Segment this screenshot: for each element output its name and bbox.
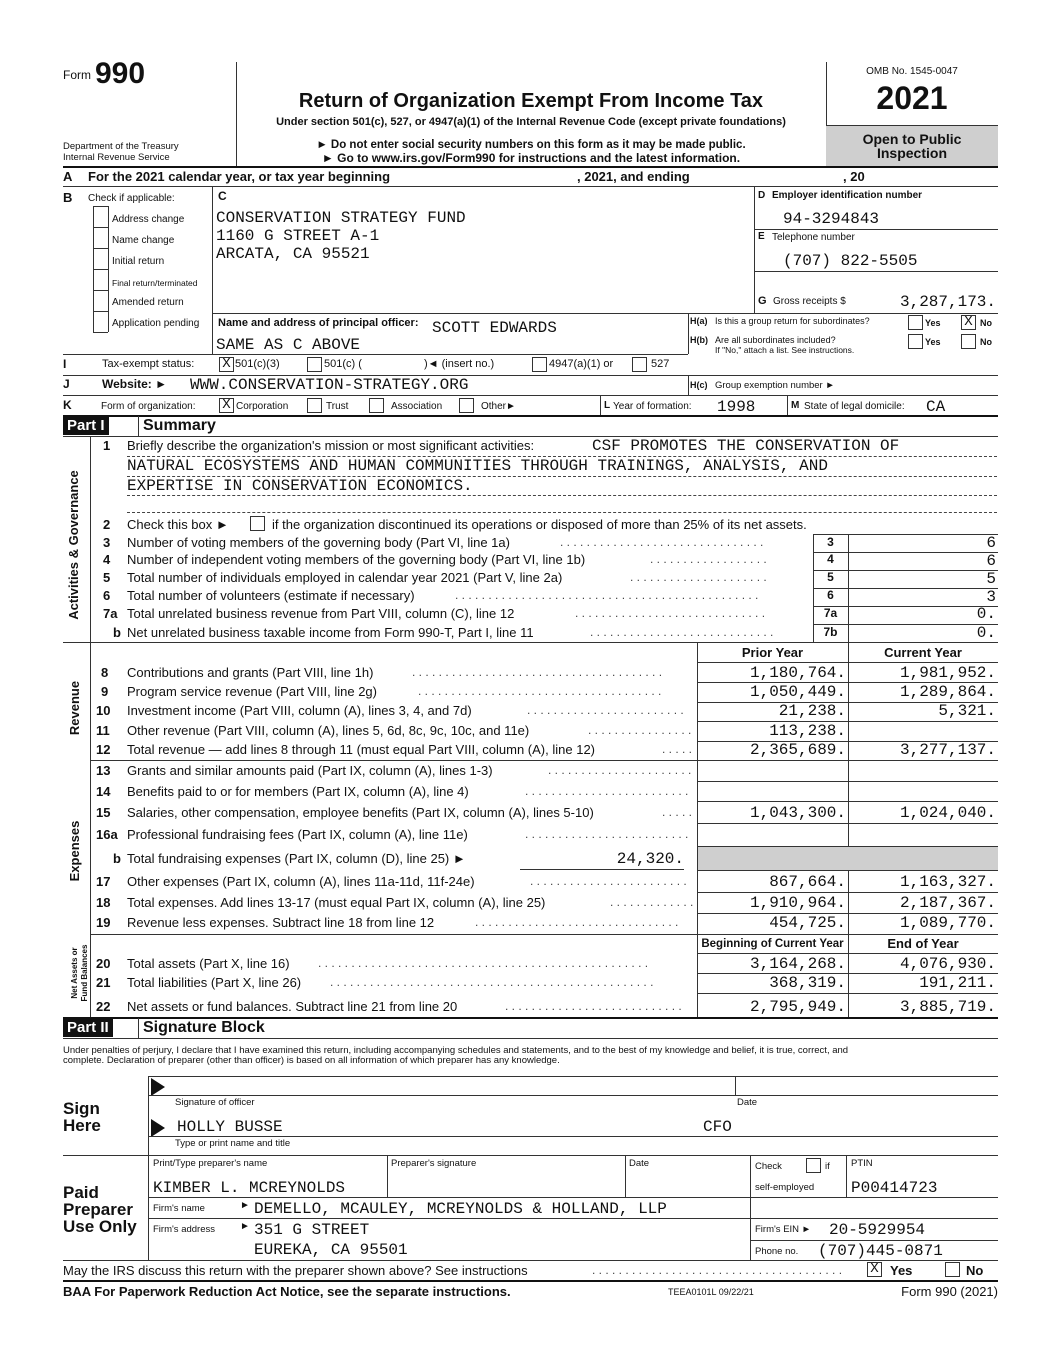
line17-num: 17 — [96, 874, 111, 889]
sign-date-label: Date — [737, 1097, 758, 1108]
line8-current: 1,981,952. — [899, 664, 996, 682]
officer-name: HOLLY BUSSE — [177, 1118, 283, 1136]
line-i-label: I — [63, 357, 67, 371]
year-formation-title: Year of formation: — [613, 401, 692, 412]
telephone-value: (707) 822-5505 — [783, 252, 918, 270]
section-d-label: D — [758, 190, 766, 201]
line10-prior: 21,238. — [778, 702, 846, 720]
section-g-label: G — [758, 295, 767, 307]
line16a-num: 16a — [96, 827, 118, 842]
gross-receipts-value: 3,287,173. — [899, 293, 996, 311]
check-label: Check — [755, 1161, 782, 1172]
hb-yes-checkbox[interactable] — [908, 334, 923, 349]
line7a-leader: . . . . . . . . . . . . . . . . . . . . . . . . . . . . . — [575, 606, 766, 620]
line22-end: 3,885,719. — [899, 998, 996, 1016]
line4-box: 4 — [827, 552, 834, 566]
firm-address-arrow-icon: ► — [240, 1221, 250, 1232]
line9-prior: 1,050,449. — [749, 683, 846, 701]
line7b-value: 0. — [976, 624, 996, 642]
preparer-signature-label: Preparer's signature — [391, 1158, 477, 1169]
line7b-leader: . . . . . . . . . . . . . . . . . . . . . . . . . . . . — [590, 625, 774, 639]
line3-value: 6 — [986, 534, 996, 552]
ptin-value: P00414723 — [851, 1179, 938, 1197]
line18-num: 18 — [96, 895, 111, 910]
discuss-leader: . . . . . . . . . . . . . . . . . . . . . . . . . . . . . . . . . . . . . . — [592, 1263, 843, 1277]
line14-leader: . . . . . . . . . . . . . . . . . . . . . . . . . — [525, 784, 689, 798]
hb-text: Are all subordinates included? — [715, 335, 836, 345]
check-if-applicable: Check if applicable: — [88, 193, 175, 204]
line11-text: Other revenue (Part VIII, column (A), lines 5, 6d, 8c, 9c, 10c, and 11e) — [127, 723, 530, 738]
line13-num: 13 — [96, 763, 111, 778]
4947-label: 4947(a)(1) or — [549, 358, 614, 370]
527-label: 527 — [651, 358, 670, 370]
line15-num: 15 — [96, 805, 111, 820]
line3-box: 3 — [827, 535, 834, 549]
line16b-num: b — [113, 851, 121, 866]
part2-label: Part II — [63, 1019, 113, 1037]
line6-text: Total number of volunteers (estimate if necessary) — [127, 588, 415, 603]
line3-leader: . . . . . . . . . . . . . . . . . . . . . . . . . . . . . . . — [560, 535, 764, 549]
hb-label: H(b) — [690, 335, 708, 345]
hc-label: H(c) — [690, 380, 708, 390]
line7b-text: Net unrelated business taxable income from Form 990-T, Part I, line 11 — [127, 625, 534, 640]
discuss-no-label: No — [966, 1263, 984, 1278]
amended-return-option: Amended return — [112, 297, 184, 308]
line11-leader: . . . . . . . . . . . . . . . . — [588, 723, 692, 737]
line11-prior: 113,238. — [769, 722, 846, 740]
footer-baa: BAA For Paperwork Reduction Act Notice, see the separate instructions. — [63, 1284, 511, 1299]
sign-label: Sign — [63, 1099, 100, 1118]
line2-num: 2 — [103, 517, 111, 532]
section-f-label: Name and address of principal officer: — [218, 317, 419, 329]
line22-num: 22 — [96, 999, 111, 1014]
line17-text: Other expenses (Part IX, column (A), lines 11a-11d, 11f-24e) — [127, 874, 475, 889]
hb-no-label: No — [980, 337, 992, 347]
line15-leader: . . . . . — [662, 805, 693, 819]
line10-text: Investment income (Part VIII, column (A), lines 3, 4, and 7d) — [127, 703, 472, 718]
preparer-phone: (707)445-0871 — [818, 1242, 943, 1260]
telephone-title: Telephone number — [772, 232, 855, 243]
use-only-label: Use Only — [63, 1217, 137, 1236]
line5-text: Total number of individuals employed in calendar year 2021 (Part V, line 2a) — [127, 570, 563, 585]
501c-checkbox[interactable] — [307, 357, 322, 372]
line20-end: 4,076,930. — [899, 955, 996, 973]
line7a-num: 7a — [103, 606, 118, 621]
line20-leader: . . . . . . . . . . . . . . . . . . . . . . . . . . . . . . . . . . . . . . . . . . . . . . . . . . — [318, 956, 649, 970]
line18-current: 2,187,367. — [899, 894, 996, 912]
line20-num: 20 — [96, 956, 111, 971]
signature-of-officer-label: Signature of officer — [175, 1097, 255, 1108]
line9-text: Program service revenue (Part VIII, line 2g) — [127, 684, 377, 699]
discuss-no-checkbox[interactable] — [945, 1262, 960, 1277]
line-a-label: A — [63, 169, 73, 184]
side-expenses: Expenses — [67, 820, 82, 882]
ein-value: 94-3294843 — [783, 210, 880, 228]
line9-num: 9 — [101, 684, 109, 699]
line2-text: Check this box ► — [127, 517, 229, 532]
discuss-yes-checkbox[interactable]: X — [867, 1262, 882, 1277]
side-activities-governance: Activities & Governance — [66, 470, 81, 620]
other-checkbox[interactable] — [459, 398, 474, 413]
line16a-text: Professional fundraising fees (Part IX, column (A), line 11e) — [127, 827, 468, 842]
line5-num: 5 — [103, 570, 111, 585]
org-address-line2: ARCATA, CA 95521 — [216, 245, 370, 263]
col-end-year: End of Year — [887, 936, 959, 951]
trust-checkbox[interactable] — [307, 398, 322, 413]
form-word: Form — [63, 68, 91, 82]
line22-leader: . . . . . . . . . . . . . . . . . . . . . . . . . . . — [505, 999, 682, 1013]
firm-name-arrow-icon: ► — [240, 1200, 250, 1211]
dept-treasury: Department of the Treasury — [63, 141, 179, 152]
firm-name: DEMELLO, MCAULEY, MCREYNOLDS & HOLLAND, LLP — [254, 1200, 667, 1218]
website-value: WWW.CONSERVATION-STRATEGY.ORG — [190, 376, 469, 394]
organization-name: CONSERVATION STRATEGY FUND — [216, 209, 466, 227]
website-title: Website: ► — [102, 377, 167, 391]
name-arrow-icon — [151, 1119, 165, 1137]
open-to-public: Open to Public — [862, 131, 962, 147]
ha-yes-label: Yes — [925, 318, 941, 328]
line21-num: 21 — [96, 975, 111, 990]
paid-label: Paid — [63, 1183, 99, 1202]
line21-begin: 368,319. — [769, 974, 846, 992]
line12-leader: . . . . . — [662, 742, 693, 756]
line22-text: Net assets or fund balances. Subtract line 21 from line 20 — [127, 999, 458, 1014]
line3-num: 3 — [103, 535, 111, 550]
line6-value: 3 — [986, 588, 996, 606]
line8-num: 8 — [101, 665, 109, 680]
line15-prior: 1,043,300. — [749, 804, 846, 822]
line6-box: 6 — [827, 588, 834, 602]
line10-current: 5,321. — [938, 702, 996, 720]
line14-text: Benefits paid to or for members (Part IX, column (A), line 4) — [127, 784, 469, 799]
preparer-name-label: Print/Type preparer's name — [153, 1158, 268, 1169]
ha-text: Is this a group return for subordinates? — [715, 316, 870, 326]
501c3-label: 501(c)(3) — [235, 358, 280, 370]
line10-leader: . . . . . . . . . . . . . . . . . . . . . . . . — [527, 703, 684, 717]
part1-title: Summary — [143, 417, 216, 434]
line3-text: Number of voting members of the governing body (Part VI, line 1a) — [127, 535, 510, 550]
line-a-end: , 20 — [843, 169, 865, 184]
firm-address-line2: EUREKA, CA 95501 — [254, 1241, 408, 1259]
mission-line3: EXPERTISE IN CONSERVATION ECONOMICS. — [127, 477, 473, 495]
line14-num: 14 — [96, 784, 111, 799]
preparer-name: KIMBER L. MCREYNOLDS — [153, 1179, 346, 1197]
line19-prior: 454,725. — [769, 914, 846, 932]
line4-text: Number of independent voting members of the governing body (Part VI, line 1b) — [127, 552, 586, 567]
tax-year: 2021 — [876, 80, 948, 116]
hb-note: If "No," attach a list. See instructions. — [715, 345, 855, 355]
line22-begin: 2,795,949. — [749, 998, 846, 1016]
other-label: Other► — [481, 401, 516, 412]
form-subtitle: Under section 501(c), 527, or 4947(a)(1) of the Internal Revenue Code (except private foundations) — [276, 116, 786, 128]
officer-title: CFO — [703, 1118, 732, 1136]
line7b-box: 7b — [823, 625, 838, 639]
line18-leader: . . . . . . . . . . . . . — [610, 895, 694, 909]
line4-leader: . . . . . . . . . . . . . . . . . . — [650, 552, 767, 566]
line2-text2: if the organization discontinued its operations or disposed of more than 25% of its net assets. — [272, 517, 807, 532]
line12-num: 12 — [96, 742, 111, 757]
mission-line1: CSF PROMOTES THE CONSERVATION OF — [592, 437, 900, 455]
ptin-label: PTIN — [851, 1158, 873, 1169]
line8-text: Contributions and grants (Part VIII, line 1h) — [127, 665, 374, 680]
line-k-label: K — [63, 398, 72, 412]
line17-prior: 867,664. — [769, 873, 846, 891]
address-change-option: Address change — [112, 214, 185, 225]
principal-officer-address: SAME AS C ABOVE — [216, 336, 361, 354]
line20-text: Total assets (Part X, line 16) — [127, 956, 290, 971]
line18-text: Total expenses. Add lines 13-17 (must equal Part IX, column (A), line 25) — [127, 895, 546, 910]
line8-leader: . . . . . . . . . . . . . . . . . . . . . . . . . . . . . . . . . . . . . . — [412, 665, 663, 679]
ssn-notice: ► Do not enter social security numbers on this form as it may be made public. — [316, 139, 746, 151]
legal-domicile-title: State of legal domicile: — [804, 401, 905, 412]
line4-value: 6 — [986, 552, 996, 570]
discuss-yes-label: Yes — [890, 1263, 913, 1278]
527-checkbox[interactable] — [632, 357, 647, 372]
line11-num: 11 — [96, 723, 110, 738]
sign-arrow-icon — [151, 1078, 165, 1096]
side-fund-balances: Fund Balances — [80, 944, 89, 1002]
line21-text: Total liabilities (Part X, line 26) — [127, 975, 302, 990]
ha-no-label: No — [980, 318, 992, 328]
line5-leader: . . . . . . . . . . . . . . . . . . . . . — [630, 570, 767, 584]
line1-text: Briefly describe the organization's mission or most significant activities: — [127, 438, 535, 453]
ha-yes-checkbox[interactable] — [908, 315, 923, 330]
footer-code: TEEA0101L 09/22/21 — [668, 1287, 754, 1297]
col-beginning-year: Beginning of Current Year — [701, 938, 844, 950]
principal-officer: SCOTT EDWARDS — [432, 319, 557, 337]
initial-return-option: Initial return — [112, 256, 165, 267]
line13-leader: . . . . . . . . . . . . . . . . . . . . . . — [548, 763, 692, 777]
line19-leader: . . . . . . . . . . . . . . . . . . . . . . . . . . . . . . . — [475, 915, 679, 929]
501c3-checkbox[interactable]: X — [219, 357, 234, 372]
line12-text: Total revenue — add lines 8 through 11 (must equal Part VIII, column (A), line 12) — [127, 742, 595, 757]
phone-label: Phone no. — [755, 1246, 799, 1257]
self-employed-label: self-employed — [755, 1182, 815, 1193]
corporation-label: Corporation — [236, 401, 289, 412]
line7a-box: 7a — [823, 606, 838, 620]
line16a-leader: . . . . . . . . . . . . . . . . . . . . . . . . . — [525, 827, 689, 841]
ha-label: H(a) — [690, 316, 708, 326]
perjury-line1: Under penalties of perjury, I declare that I have examined this return, including accompanying schedules and statements, and to the best of my knowledge and belief, it is true, correct, and — [63, 1045, 849, 1056]
501c-label: 501(c) ( — [324, 358, 362, 370]
line18-prior: 1,910,964. — [749, 894, 846, 912]
line13-text: Grants and similar amounts paid (Part IX, column (A), lines 1-3) — [127, 763, 493, 778]
line5-box: 5 — [827, 570, 834, 584]
type-name-title-label: Type or print name and title — [175, 1138, 291, 1149]
discuss-question: May the IRS discuss this return with the preparer shown above? See instructions — [63, 1263, 528, 1278]
side-net-assets: Net Assets or — [70, 947, 79, 999]
omb-number: OMB No. 1545-0047 — [866, 66, 958, 77]
if-label: if — [825, 1161, 830, 1172]
line19-current: 1,089,770. — [899, 914, 996, 932]
part1-label: Part I — [63, 417, 109, 435]
line-a-text: For the 2021 calendar year, or tax year beginning — [88, 169, 391, 184]
ein-title: Employer identification number — [772, 190, 923, 201]
hb-yes-label: Yes — [925, 337, 941, 347]
line1-num: 1 — [103, 438, 111, 453]
line4-num: 4 — [103, 552, 111, 567]
instructions-notice: ► Go to www.irs.gov/Form990 for instructions and the latest information. — [321, 151, 741, 165]
hc-text: Group exemption number ► — [715, 380, 835, 391]
line21-leader: . . . . . . . . . . . . . . . . . . . . . . . . . . . . . . . . . . . . . . . . . . . . . . . . . — [330, 975, 654, 989]
trust-label: Trust — [326, 401, 349, 412]
association-label: Association — [391, 401, 443, 412]
legal-domicile-value: CA — [926, 398, 946, 416]
inspection-label: Inspection — [876, 145, 947, 161]
gross-receipts-title: Gross receipts $ — [773, 296, 846, 307]
line-m-label: M — [791, 400, 800, 411]
line17-current: 1,163,327. — [899, 873, 996, 891]
line15-text: Salaries, other compensation, employee benefits (Part IX, column (A), lines 5-10) — [127, 805, 594, 820]
section-b-label: B — [63, 190, 73, 205]
firm-address-line1: 351 G STREET — [254, 1221, 370, 1239]
here-label: Here — [63, 1116, 101, 1135]
form-title: Return of Organization Exempt From Income Tax — [298, 90, 764, 112]
4947-checkbox[interactable] — [532, 357, 547, 372]
part2-title: Signature Block — [143, 1019, 265, 1036]
line12-current: 3,277,137. — [899, 741, 996, 759]
name-change-option: Name change — [112, 235, 175, 246]
year-formation-value: 1998 — [717, 398, 756, 416]
line21-end: 191,211. — [919, 974, 996, 992]
perjury-line2: complete. Declaration of preparer (other than officer) is based on all information of which preparer has any knowledge. — [63, 1055, 560, 1066]
line20-begin: 3,164,268. — [749, 955, 846, 973]
tax-exempt-title: Tax-exempt status: — [102, 358, 195, 370]
corporation-checkbox[interactable]: X — [219, 398, 234, 413]
form-number: 990 — [95, 57, 146, 90]
line-j-label: J — [63, 377, 70, 391]
line19-text: Revenue less expenses. Subtract line 18 from line 12 — [127, 915, 435, 930]
association-checkbox[interactable] — [369, 398, 384, 413]
line9-current: 1,289,864. — [899, 683, 996, 701]
line6-leader: . . . . . . . . . . . . . . . . . . . . . . . . . . . . . . . . . . . . . . . . . . . . . . — [455, 588, 759, 602]
side-revenue: Revenue — [67, 680, 82, 736]
line15-current: 1,024,040. — [899, 804, 996, 822]
line16b-text: Total fundraising expenses (Part IX, column (D), line 25) ► — [127, 851, 466, 866]
section-c-label: C — [218, 189, 227, 203]
line9-leader: . . . . . . . . . . . . . . . . . . . . . . . . . . . . . . . . . . . . . — [418, 684, 662, 698]
firm-name-label: Firm's name — [153, 1203, 205, 1214]
firm-address-label: Firm's address — [153, 1224, 215, 1235]
line10-num: 10 — [96, 703, 111, 718]
form-of-org-title: Form of organization: — [101, 401, 196, 412]
hb-no-checkbox[interactable] — [961, 334, 976, 349]
section-e-label: E — [758, 231, 765, 242]
mission-line2: NATURAL ECOSYSTEMS AND HUMAN COMMUNITIES THROUGH TRAININGS, ANALYSIS, AND — [127, 457, 828, 475]
self-employed-checkbox[interactable] — [806, 1158, 821, 1173]
line12-prior: 2,365,689. — [749, 741, 846, 759]
line19-num: 19 — [96, 915, 111, 930]
line7b-num: b — [113, 625, 121, 640]
firm-ein-value: 20-5929954 — [829, 1221, 926, 1239]
firm-ein-label: Firm's EIN ► — [755, 1224, 812, 1235]
line6-num: 6 — [103, 588, 111, 603]
insert-no-label: )◄ (insert no.) — [424, 358, 495, 370]
irs-label: Internal Revenue Service — [63, 152, 170, 163]
application-pending-option: Application pending — [112, 318, 200, 329]
line-a-mid: , 2021, and ending — [577, 169, 690, 184]
line-l-label: L — [604, 400, 611, 411]
final-return-option: Final return/terminated — [112, 278, 198, 288]
ha-no-checkbox[interactable]: X — [961, 315, 976, 330]
org-address-line1: 1160 G STREET A-1 — [216, 227, 380, 245]
line8-prior: 1,180,764. — [749, 664, 846, 682]
col-prior-year: Prior Year — [741, 645, 804, 660]
col-current-year: Current Year — [884, 645, 962, 660]
line5-value: 5 — [986, 570, 996, 588]
footer-form: Form 990 (2021) — [901, 1284, 998, 1299]
preparer-label: Preparer — [63, 1200, 133, 1219]
line7a-value: 0. — [976, 605, 996, 623]
preparer-date-label: Date — [629, 1158, 650, 1169]
line17-leader: . . . . . . . . . . . . . . . . . . . . . . . . — [530, 874, 687, 888]
line7a-text: Total unrelated business revenue from Part VIII, column (C), line 12 — [127, 606, 515, 621]
line16b-value: 24,320. — [616, 850, 684, 868]
discontinued-checkbox[interactable] — [250, 516, 265, 531]
